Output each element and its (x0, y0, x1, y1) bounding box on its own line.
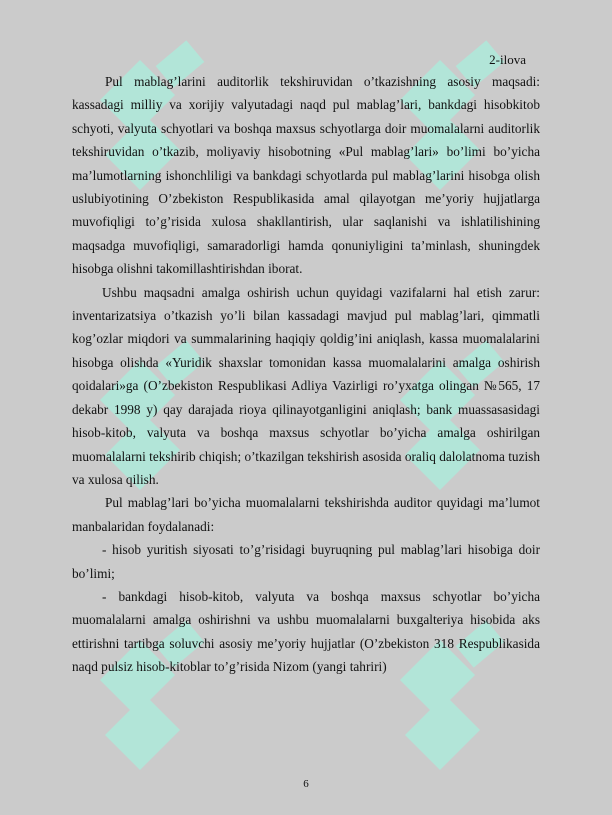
paragraph: Pul mablag’lari bo’yicha muomalalarni tekshirishda auditor quyidagi ma’lumot manbalaridan foydalanadi: (72, 495, 540, 534)
paragraph: Ushbu maqsadni amalga oshirish uchun quyidagi vazifalarni hal etish zarur: inventarizatsiya o’tkazish yo’li bilan kassadagi mavjud pul mablag’lari, qimmatli kog’ozlar miqdori va summalarining haqiqiy qoldig’ini aniqlash, kassa muomalalarini hisobga olishda «Yuridik shaxslar tomonidan kassa muomalalarini amalga oshirish qoidalari»ga (O’zbekiston Respublikasi Adliya Vazirligi ro’yxatga olingan №565, 17 dekabr 1998 y) qay darajada rioya qilinayotganligini aniqlash; bank muassasasidagi hisob-kitob, valyuta va boshqa maxsus schyotlar bo’yicha amalga oshirilgan muomalalarni tekshirib chiqish; o’tkazilgan tekshirish asosida oraliq dalolatnoma tuzish va xulosa qilish. (72, 284, 541, 487)
document-body (72, 70, 540, 679)
list-item: - hisob yuritish siyosati to’g’risidagi buyruqning pul mablag’lari hisobiga doir bo’limi; (72, 542, 540, 581)
paragraph: Pul mablag’larini auditorlik tekshiruvidan o’tkazishning asosiy maqsadi: kassadagi milliy va xorijiy valyutadagi naqd pul mablag’lari, bankdagi hisobkitob schyoti, valyuta schyotlari va boshqa maxsus schyotlarga doir muomalalarni auditorlik tekshiruvidan o’tkazib, moliyaviy hisobotning «Pul mablag’lari» bo’limi bo’yicha ma’lumotlarning ishonchliligi va bankdagi schyotlarda pul mablag’larini hisobga olish uslubiyotining O’zbekiston Respublikasida amal qilayotgan me’yoriy hujjatlarga muvofiqligi to’g’risida xulosa shakllantirish, ular saqlanishi va ishlatilishining maqsadga muvofiqligi, samaradorligi hamda qonuniyligini ta’minlash, shuningdek hisobga olishni takomillashtirishdan iborat. (72, 74, 540, 277)
list-item: - bankdagi hisob-kitob, valyuta va boshqa maxsus schyotlar bo’yicha muomalalarni amalga oshirishni va ushbu muomalalarni buxgalteriya hisobida aks ettirishni tartibga soluvchi asosiy me’yoriy hujjatlar (O’zbekiston 318 Respublikasida naqd pulsiz hisob-kitoblar to’g’risida Nizom (yangi tahriri) (72, 588, 540, 675)
page-number: 6 (303, 778, 309, 790)
annex-label: 2-ilova (489, 52, 526, 67)
